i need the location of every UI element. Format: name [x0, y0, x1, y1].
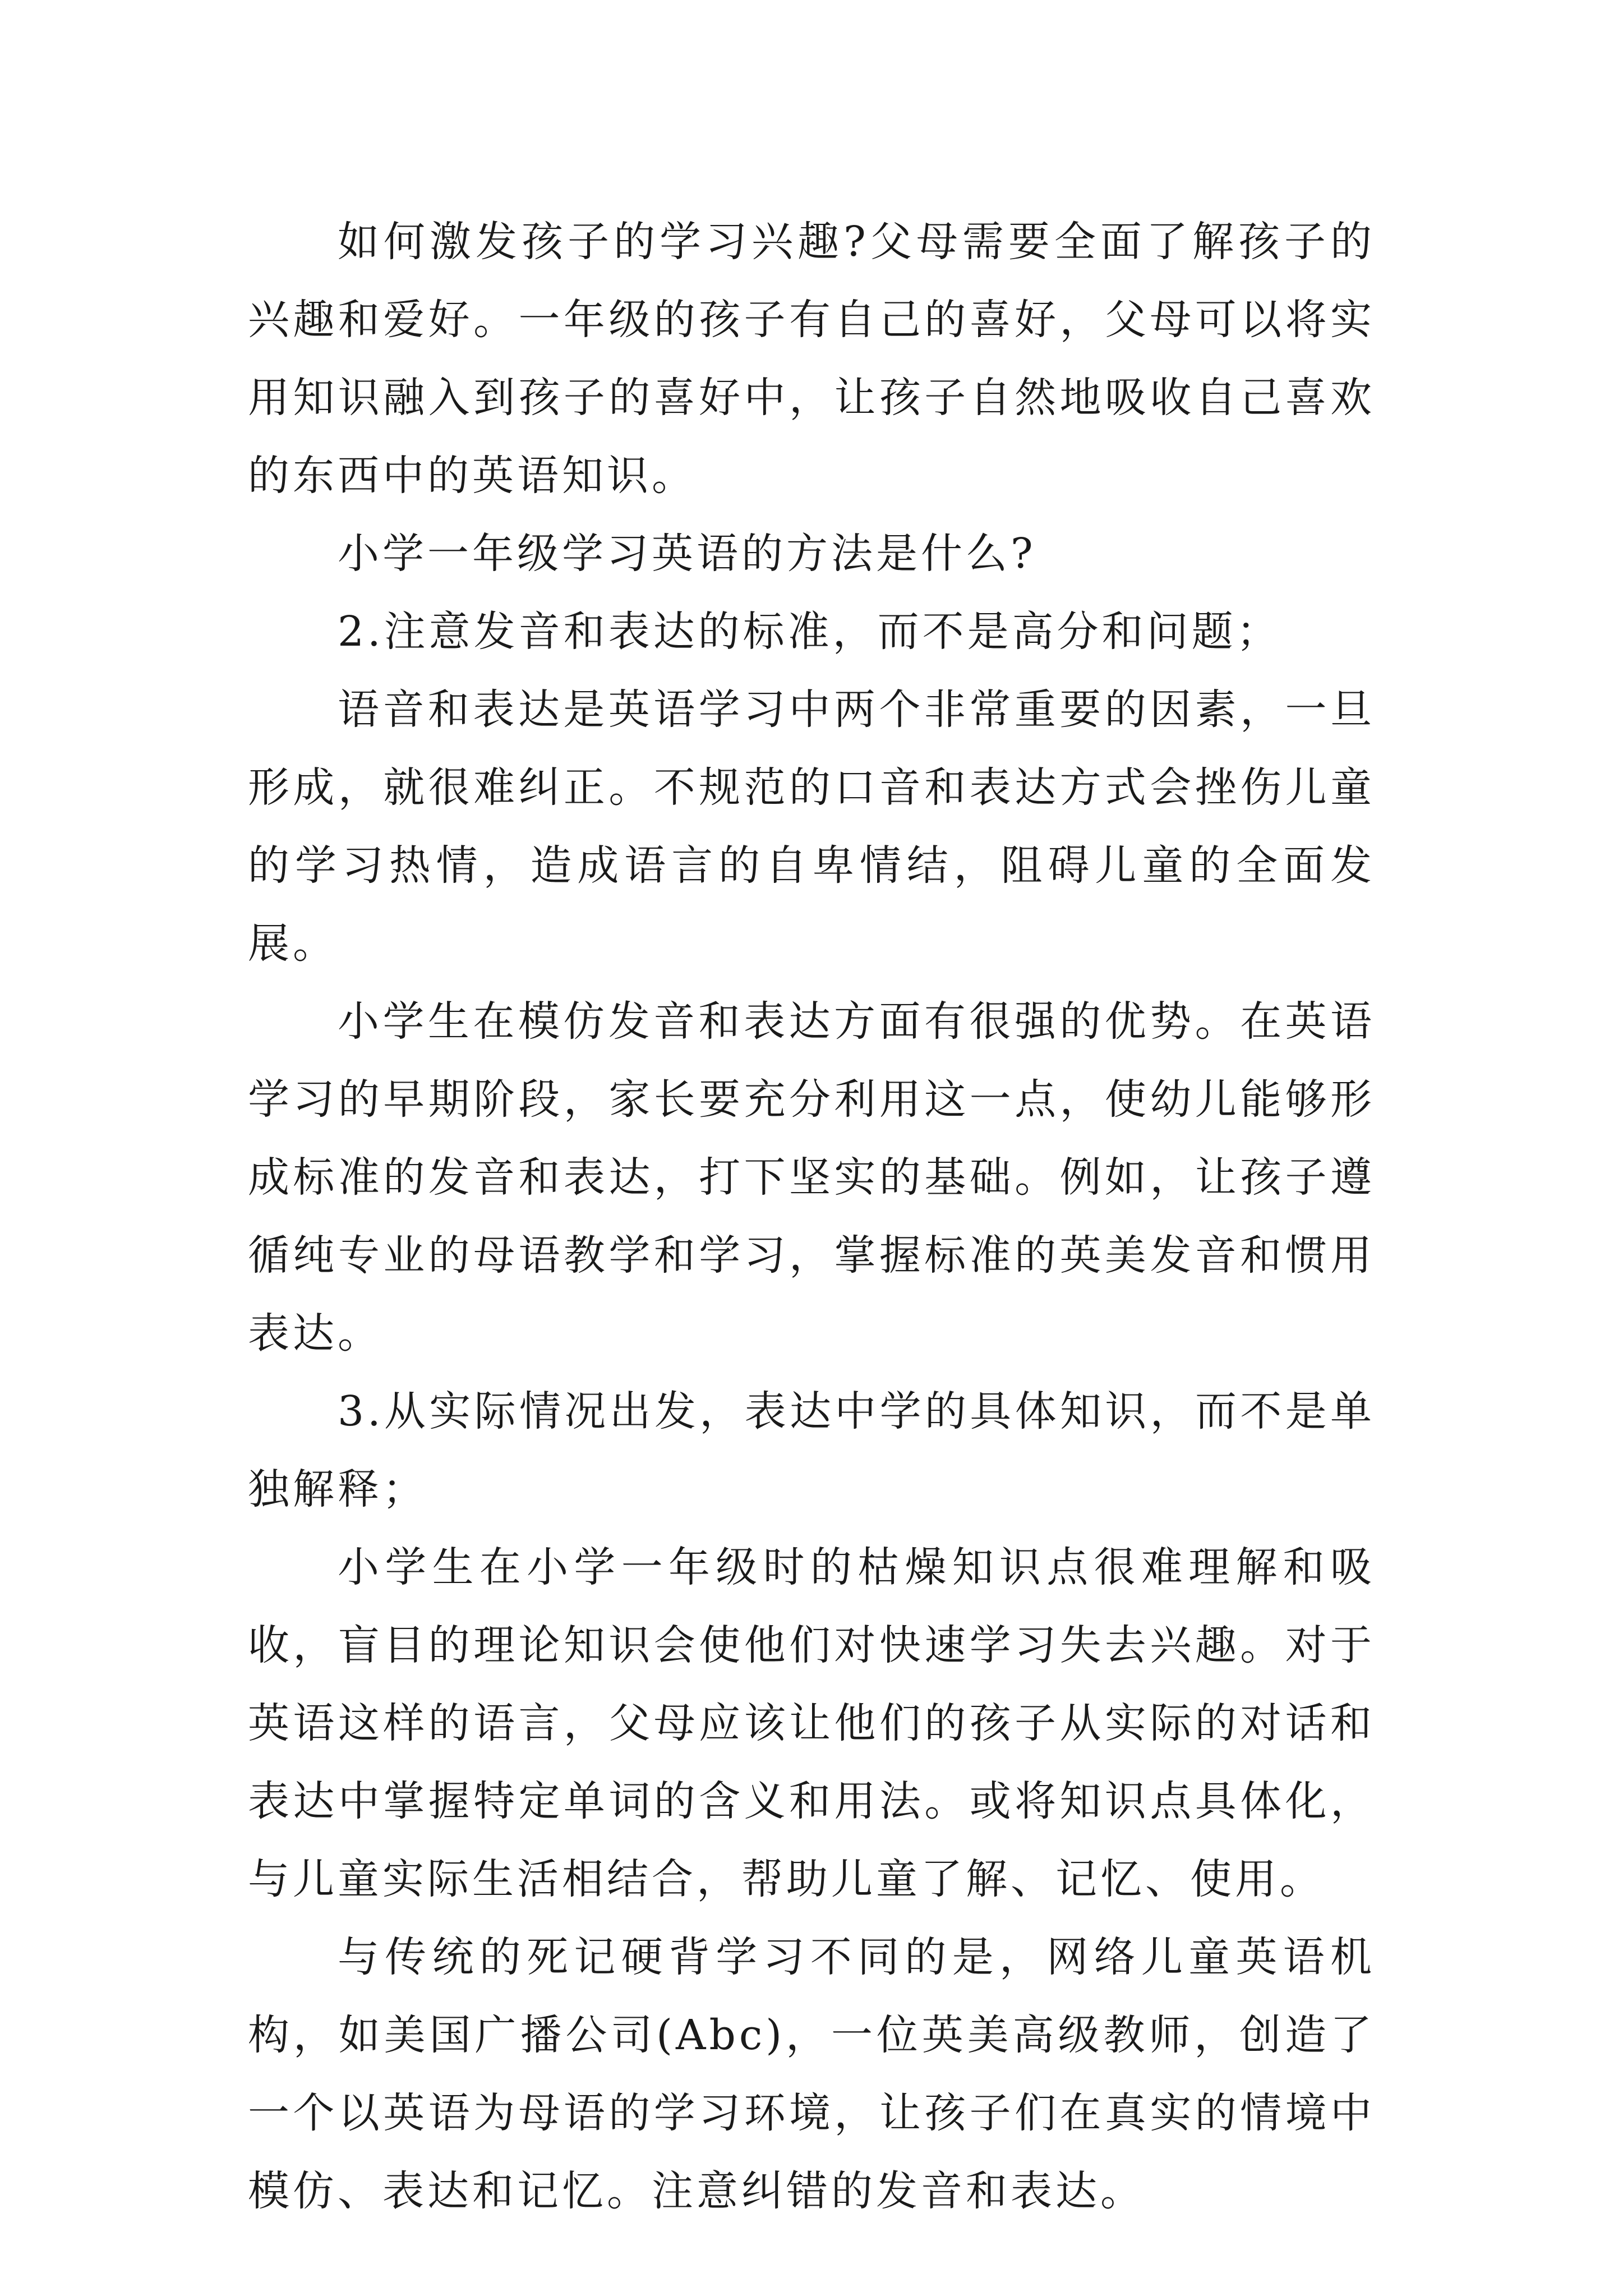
paragraph-practical: 小学生在小学一年级时的枯燥知识点很难理解和吸收，盲目的理论知识会使他们对快速学习失去兴趣。对于英语这样的语言，父母应该让他们的孩子从实际的对话和表达中掌握特定单词的含义和用法。或将知识点具体化，与儿童实际生活相结合，帮助儿童了解、记忆、使用。 [248, 1543, 1375, 1903]
paragraph-question: 小学一年级学习英语的方法是什么? [338, 530, 1036, 578]
heading-point-2: 2.注意发音和表达的标准，而不是高分和问题； [338, 608, 1281, 656]
paragraph-interest: 如何激发孩子的学习兴趣?父母需要全面了解孩子的兴趣和爱好。一年级的孩子有自己的喜好，父母可以将实用知识融入到孩子的喜好中，让孩子自然地吸收自己喜欢的东西中的英语知识。 [248, 218, 1375, 500]
paragraph-pronunciation: 语音和表达是英语学习中两个非常重要的因素，一旦形成，就很难纠正。不规范的口音和表达方式会挫伤儿童的学习热情，造成语言的自卑情结，阻碍儿童的全面发展。 [248, 685, 1375, 968]
paragraph-imitation: 小学生在模仿发音和表达方面有很强的优势。在英语学习的早期阶段，家长要充分利用这一点，使幼儿能够形成标准的发音和表达，打下坚实的基础。例如，让孩子遵循纯专业的母语教学和学习，掌握标准的英美发音和惯用表达。 [248, 997, 1375, 1358]
heading-point-3: 3.从实际情况出发，表达中学的具体知识，而不是单独解释； [248, 1387, 1375, 1513]
paragraph-online-institution: 与传统的死记硬背学习不同的是，网络儿童英语机构，如美国广播公司(Abc)，一位英美高级教师，创造了一个以英语为母语的学习环境，让孩子们在真实的情境中模仿、表达和记忆。注意纠错的发音和表达。 [248, 1933, 1375, 2215]
document-body [248, 203, 1375, 2230]
